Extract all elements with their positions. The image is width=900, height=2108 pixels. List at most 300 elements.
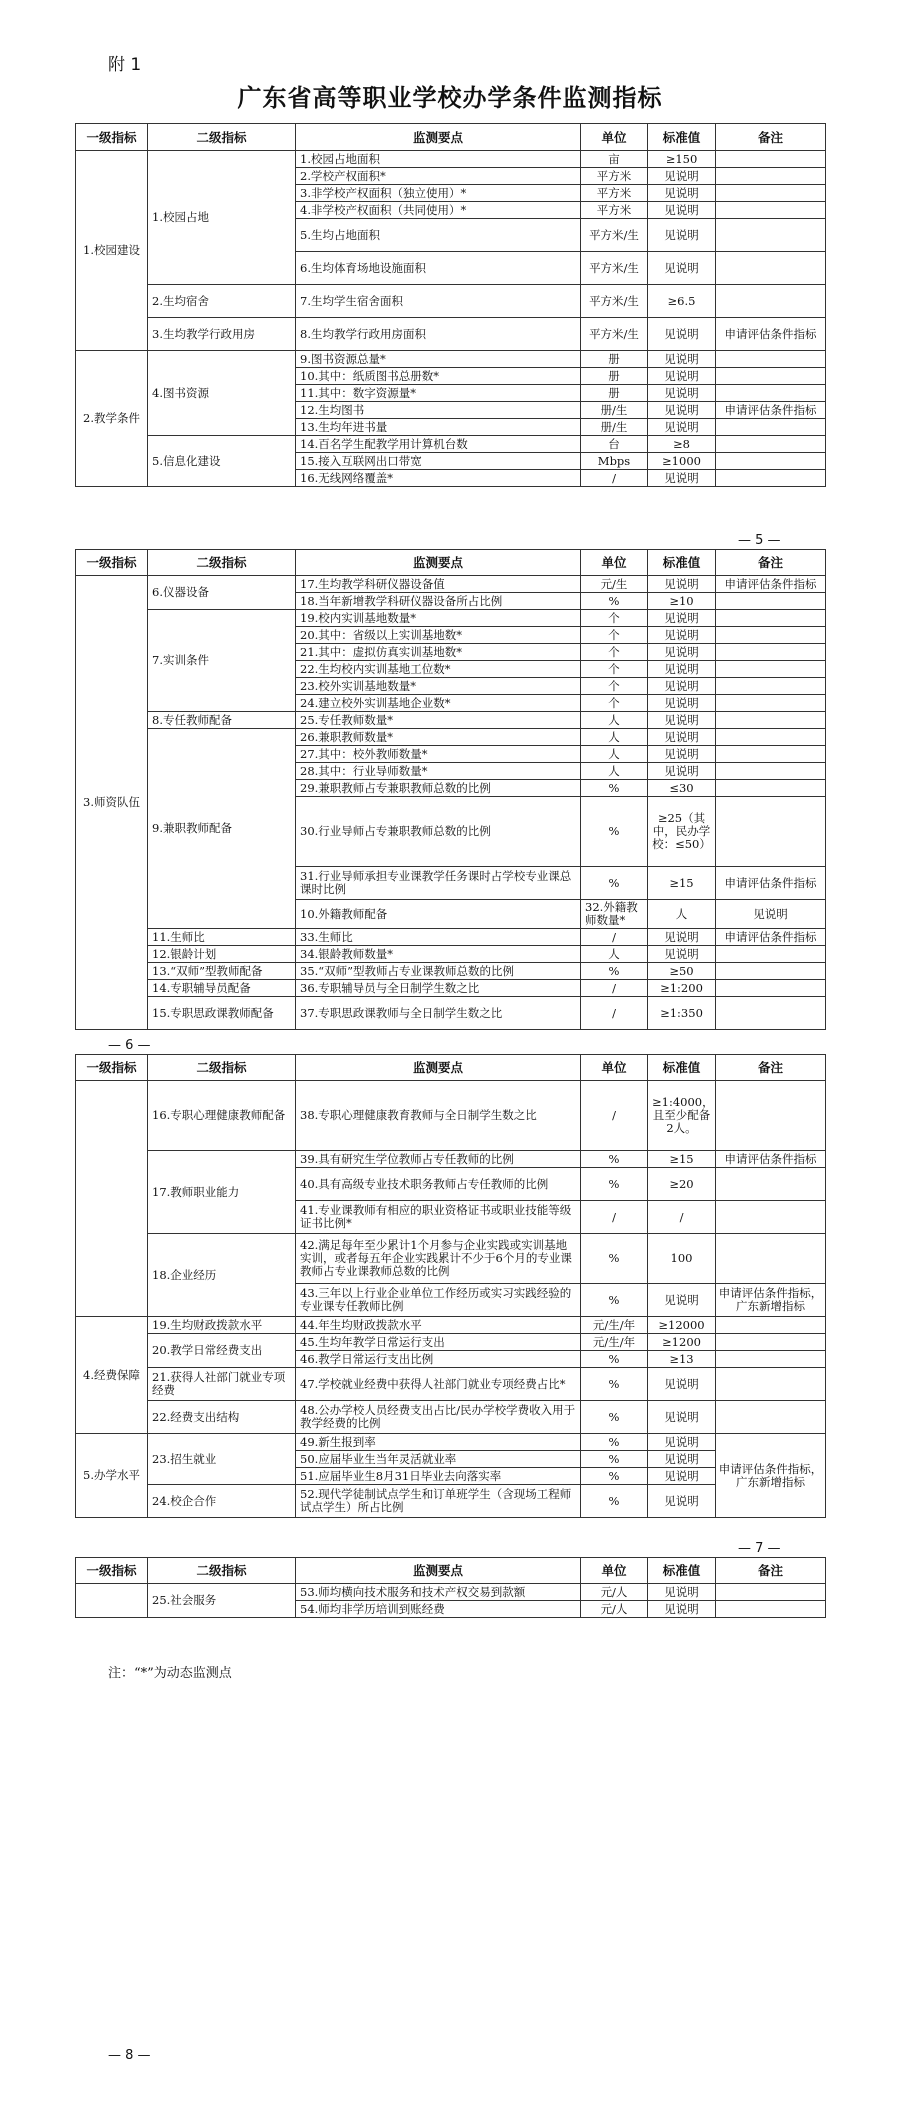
remark-cell [716, 746, 826, 763]
level1-cell [76, 1081, 148, 1317]
footnote: 注：“*”为动态监测点 [108, 1666, 232, 1681]
point-cell: 17.生均教学科研仪器设备值 [296, 576, 581, 593]
header-level1: 一级指标 [76, 124, 148, 151]
remark-cell [716, 1334, 826, 1351]
remark-cell: 申请评估条件指标 [716, 867, 826, 900]
unit-cell: % [581, 780, 648, 797]
level2-cell: 24.校企合作 [148, 1485, 296, 1518]
unit-cell: 人 [581, 946, 648, 963]
header-level2: 二级指标 [148, 1055, 296, 1081]
point-cell: 36.专职辅导员与全日制学生数之比 [296, 980, 581, 997]
point-cell: 38.专职心理健康教育教师与全日制学生数之比 [296, 1081, 581, 1151]
unit-cell: 人 [581, 746, 648, 763]
standard-cell: 见说明 [648, 610, 716, 627]
header-remark: 备注 [716, 124, 826, 151]
standard-cell: 见说明 [648, 695, 716, 712]
standard-cell: 见说明 [716, 900, 826, 929]
unit-cell: % [581, 1468, 648, 1485]
unit-cell: % [581, 593, 648, 610]
point-cell: 11.其中：数字资源量* [296, 385, 581, 402]
unit-cell: 个 [581, 627, 648, 644]
header-remark: 备注 [716, 550, 826, 576]
unit-cell: % [581, 1451, 648, 1468]
table-row [76, 610, 826, 627]
standard-cell: 见说明 [648, 168, 716, 185]
point-cell: 6.生均体育场地设施面积 [296, 252, 581, 285]
point-cell: 24.建立校外实训基地企业数* [296, 695, 581, 712]
remark-cell: 申请评估条件指标 [716, 318, 826, 351]
level2-cell: 18.企业经历 [148, 1234, 296, 1317]
indicator-table-part4 [75, 1557, 826, 1618]
unit-cell: 平方米 [581, 185, 648, 202]
standard-cell: ≥6.5 [648, 285, 716, 318]
header-unit: 单位 [581, 1055, 648, 1081]
standard-cell: 见说明 [648, 402, 716, 419]
level1-cell: 1.校园建设 [76, 151, 148, 351]
unit-cell: 人 [581, 729, 648, 746]
point-cell: 40.具有高级专业技术职务教师占专任教师的比例 [296, 1168, 581, 1201]
table-row [76, 729, 826, 746]
point-cell: 43.三年以上行业企业单位工作经历或实习实践经验的专业课专任教师比例 [296, 1284, 581, 1317]
remark-cell [716, 385, 826, 402]
standard-cell: ≥50 [648, 963, 716, 980]
remark-cell [716, 661, 826, 678]
remark-cell [716, 729, 826, 746]
standard-cell: 见说明 [648, 746, 716, 763]
point-cell: 4.非学校产权面积（共同使用）* [296, 202, 581, 219]
standard-cell: ≥1:200 [648, 980, 716, 997]
level1-cell: 4.经费保障 [76, 1317, 148, 1434]
standard-cell: 见说明 [648, 712, 716, 729]
unit-cell: 平方米/生 [581, 252, 648, 285]
level2-cell: 2.生均宿舍 [148, 285, 296, 318]
point-cell: 41.专业课教师有相应的职业资格证书或职业技能等级证书比例* [296, 1201, 581, 1234]
standard-cell: 见说明 [648, 385, 716, 402]
point-cell: 15.接入互联网出口带宽 [296, 453, 581, 470]
unit-cell: % [581, 1485, 648, 1518]
header-level1: 一级指标 [76, 1055, 148, 1081]
point-cell: 39.具有研究生学位教师占专任教师的比例 [296, 1151, 581, 1168]
point-cell: 9.图书资源总量* [296, 351, 581, 368]
standard-cell: 见说明 [648, 763, 716, 780]
table-row [76, 712, 826, 729]
standard-cell: 见说明 [648, 1401, 716, 1434]
remark-cell [716, 997, 826, 1030]
table-header-row [76, 1558, 826, 1584]
standard-cell: ≥1:350 [648, 997, 716, 1030]
unit-cell: / [581, 470, 648, 487]
point-cell: 5.生均占地面积 [296, 219, 581, 252]
unit-cell: 个 [581, 678, 648, 695]
table-row [76, 997, 826, 1030]
remark-cell [716, 436, 826, 453]
standard-cell: ≥1200 [648, 1334, 716, 1351]
table-header-row [76, 550, 826, 576]
remark-cell [716, 780, 826, 797]
remark-cell [716, 419, 826, 436]
page-number-8: — 8 — [108, 2048, 151, 2063]
remark-cell: 申请评估条件指标 [716, 402, 826, 419]
level2-cell: 15.专职思政课教师配备 [148, 997, 296, 1030]
unit-cell: 元/人 [581, 1601, 648, 1618]
point-cell: 42.满足每年至少累计1个月参与企业实践或实训基地实训，或者每五年企业实践累计不少于6个月的专业课教师占专业课教师总数的比例 [296, 1234, 581, 1284]
remark-cell [716, 1234, 826, 1284]
table-row [76, 929, 826, 946]
standard-cell: 见说明 [648, 351, 716, 368]
point-cell: 22.生均校内实训基地工位数* [296, 661, 581, 678]
level2-cell: 4.图书资源 [148, 351, 296, 436]
standard-cell: ≥1000 [648, 453, 716, 470]
standard-cell: 见说明 [648, 368, 716, 385]
header-level2: 二级指标 [148, 124, 296, 151]
remark-cell [716, 763, 826, 780]
standard-cell: 见说明 [648, 678, 716, 695]
remark-cell [716, 1317, 826, 1334]
level2-cell: 21.获得人社部门就业专项经费 [148, 1368, 296, 1401]
standard-cell: ≥12000 [648, 1317, 716, 1334]
unit-cell: % [581, 1151, 648, 1168]
table-row [76, 576, 826, 593]
point-cell: 13.生均年进书量 [296, 419, 581, 436]
point-cell: 29.兼职教师占专兼职教师总数的比例 [296, 780, 581, 797]
table-row [76, 285, 826, 318]
indicator-table-part3 [75, 1054, 826, 1518]
point-cell: 8.生均教学行政用房面积 [296, 318, 581, 351]
remark-cell [716, 453, 826, 470]
indicator-table-part1 [75, 123, 826, 487]
table-row [76, 1584, 826, 1601]
remark-cell: 申请评估条件指标 [716, 576, 826, 593]
unit-cell: % [581, 1401, 648, 1434]
unit-cell: 平方米/生 [581, 219, 648, 252]
table-row [76, 318, 826, 351]
annex-label: 附 1 [108, 55, 142, 75]
level2-cell: 7.实训条件 [148, 610, 296, 712]
point-cell: 21.其中：虚拟仿真实训基地数* [296, 644, 581, 661]
unit-cell: 元/生/年 [581, 1317, 648, 1334]
level2-cell: 22.经费支出结构 [148, 1401, 296, 1434]
standard-cell: ≥15 [648, 1151, 716, 1168]
header-points: 监测要点 [296, 124, 581, 151]
level2-cell: 11.生师比 [148, 929, 296, 946]
remark-cell [716, 470, 826, 487]
point-cell: 49.新生报到率 [296, 1434, 581, 1451]
table-row [76, 1081, 826, 1151]
standard-cell: 见说明 [648, 1601, 716, 1618]
document-title: 广东省高等职业学校办学条件监测指标 [237, 84, 663, 112]
unit-cell: % [581, 797, 648, 867]
remark-cell [716, 1401, 826, 1434]
point-cell: 16.无线网络覆盖* [296, 470, 581, 487]
level2-cell: 1.校园占地 [148, 151, 296, 285]
standard-cell: 见说明 [648, 1584, 716, 1601]
header-standard: 标准值 [648, 1055, 716, 1081]
remark-cell [716, 946, 826, 963]
point-cell: 12.生均图书 [296, 402, 581, 419]
level2-cell: 14.专职辅导员配备 [148, 980, 296, 997]
header-level2: 二级指标 [148, 1558, 296, 1584]
unit-cell: / [581, 997, 648, 1030]
unit-cell: % [581, 1234, 648, 1284]
point-cell: 27.其中：校外教师数量* [296, 746, 581, 763]
point-cell: 50.应届毕业生当年灵活就业率 [296, 1451, 581, 1468]
table-row [76, 1151, 826, 1168]
remark-cell: 申请评估条件指标 [716, 1151, 826, 1168]
unit-cell: 册/生 [581, 402, 648, 419]
table-row [76, 351, 826, 368]
point-cell: 35.“双师”型教师占专业课教师总数的比例 [296, 963, 581, 980]
table-row [76, 1485, 826, 1518]
table-row [76, 1434, 826, 1451]
point-cell: 37.专职思政课教师与全日制学生数之比 [296, 997, 581, 1030]
point-cell: 7.生均学生宿舍面积 [296, 285, 581, 318]
table-row [76, 1401, 826, 1434]
unit-cell: 册 [581, 385, 648, 402]
point-cell: 3.非学校产权面积（独立使用）* [296, 185, 581, 202]
table-row [76, 151, 826, 168]
standard-cell: 见说明 [648, 1451, 716, 1468]
point-cell: 14.百名学生配教学用计算机台数 [296, 436, 581, 453]
header-level1: 一级指标 [76, 550, 148, 576]
standard-cell: 见说明 [648, 1368, 716, 1401]
level2-cell: 16.专职心理健康教师配备 [148, 1081, 296, 1151]
point-cell: 51.应届毕业生8月31日毕业去向落实率 [296, 1468, 581, 1485]
remark-cell [716, 285, 826, 318]
level2-cell: 25.社会服务 [148, 1584, 296, 1618]
standard-cell: 见说明 [648, 929, 716, 946]
unit-cell: % [581, 1434, 648, 1451]
unit-cell: % [581, 1284, 648, 1317]
header-level2: 二级指标 [148, 550, 296, 576]
level2-cell: 17.教师职业能力 [148, 1151, 296, 1234]
standard-cell: 见说明 [648, 202, 716, 219]
remark-cell [716, 151, 826, 168]
header-unit: 单位 [581, 550, 648, 576]
point-cell: 31.行业导师承担专业课教学任务课时占学校专业课总课时比例 [296, 867, 581, 900]
remark-cell [716, 1168, 826, 1201]
remark-cell [716, 185, 826, 202]
point-cell: 19.校内实训基地数量* [296, 610, 581, 627]
remark-cell [716, 1368, 826, 1401]
level1-cell [76, 1584, 148, 1618]
header-standard: 标准值 [648, 1558, 716, 1584]
unit-cell: 册/生 [581, 419, 648, 436]
standard-cell: 100 [648, 1234, 716, 1284]
level2-cell: 6.仪器设备 [148, 576, 296, 610]
level2-cell: 9.兼职教师配备 [148, 729, 296, 929]
remark-cell [716, 219, 826, 252]
point-cell: 47.学校就业经费中获得人社部门就业专项经费占比* [296, 1368, 581, 1401]
unit-cell: 平方米/生 [581, 318, 648, 351]
point-cell: 53.师均横向技术服务和技术产权交易到款额 [296, 1584, 581, 1601]
unit-cell: % [581, 1368, 648, 1401]
standard-cell: 见说明 [648, 1485, 716, 1518]
remark-cell [716, 610, 826, 627]
standard-cell: 见说明 [648, 644, 716, 661]
remark-cell [716, 1201, 826, 1234]
standard-cell: 见说明 [648, 1468, 716, 1485]
standard-cell: 见说明 [648, 219, 716, 252]
standard-cell: 见说明 [648, 1284, 716, 1317]
level2-cell: 13.“双师”型教师配备 [148, 963, 296, 980]
unit-cell: 平方米/生 [581, 285, 648, 318]
unit-cell: / [581, 980, 648, 997]
remark-cell [716, 712, 826, 729]
standard-cell: 见说明 [648, 419, 716, 436]
page-number-6: — 6 — [108, 1038, 151, 1053]
standard-cell: 见说明 [648, 946, 716, 963]
standard-cell: 见说明 [648, 627, 716, 644]
unit-cell: 人 [648, 900, 716, 929]
standard-cell: 见说明 [648, 1434, 716, 1451]
point-cell: 1.校园占地面积 [296, 151, 581, 168]
unit-cell: % [581, 1351, 648, 1368]
unit-cell: 人 [581, 763, 648, 780]
standard-cell: 见说明 [648, 661, 716, 678]
level2-cell: 23.招生就业 [148, 1434, 296, 1485]
indicator-table-part2 [75, 549, 826, 1030]
standard-cell: 见说明 [648, 576, 716, 593]
point-cell: 52.现代学徒制试点学生和订单班学生（含现场工程师试点学生）所占比例 [296, 1485, 581, 1518]
remark-cell [716, 644, 826, 661]
level2-cell: 8.专任教师配备 [148, 712, 296, 729]
unit-cell: % [581, 867, 648, 900]
page-number-7: — 7 — [738, 1541, 781, 1556]
standard-cell: ≥15 [648, 867, 716, 900]
point-cell: 45.生均年教学日常运行支出 [296, 1334, 581, 1351]
remark-cell [716, 593, 826, 610]
table-row [76, 980, 826, 997]
point-cell: 30.行业导师占专兼职教师总数的比例 [296, 797, 581, 867]
standard-cell: 见说明 [648, 729, 716, 746]
point-cell: 34.银龄教师数量* [296, 946, 581, 963]
unit-cell: / [581, 929, 648, 946]
table-row [76, 1234, 826, 1284]
unit-cell: / [581, 1081, 648, 1151]
standard-cell: 见说明 [648, 318, 716, 351]
header-standard: 标准值 [648, 550, 716, 576]
level2-cell: 12.银龄计划 [148, 946, 296, 963]
remark-cell [716, 1584, 826, 1601]
remark-cell [716, 627, 826, 644]
point-cell: 18.当年新增教学科研仪器设备所占比例 [296, 593, 581, 610]
table-header-row [76, 124, 826, 151]
unit-cell: 平方米 [581, 168, 648, 185]
standard-cell: 见说明 [648, 252, 716, 285]
unit-cell: 台 [581, 436, 648, 453]
level2-cell: 20.教学日常经费支出 [148, 1334, 296, 1368]
standard-cell: ≥25（其中，民办学校：≤50） [648, 797, 716, 867]
point-cell: 32.外籍教师数量* [581, 900, 648, 929]
table-row [76, 946, 826, 963]
standard-cell: 见说明 [648, 470, 716, 487]
unit-cell: % [581, 1168, 648, 1201]
standard-cell: 见说明 [648, 185, 716, 202]
point-cell: 28.其中：行业导师数量* [296, 763, 581, 780]
remark-cell [716, 963, 826, 980]
unit-cell: 平方米 [581, 202, 648, 219]
point-cell: 26.兼职教师数量* [296, 729, 581, 746]
level2-cell: 3.生均教学行政用房 [148, 318, 296, 351]
level2-cell: 10.外籍教师配备 [296, 900, 581, 929]
unit-cell: 个 [581, 661, 648, 678]
point-cell: 33.生师比 [296, 929, 581, 946]
level2-cell: 19.生均财政拨款水平 [148, 1317, 296, 1334]
unit-cell: 亩 [581, 151, 648, 168]
table-row [76, 436, 826, 453]
header-remark: 备注 [716, 1558, 826, 1584]
remark-cell [716, 980, 826, 997]
standard-cell: ≥8 [648, 436, 716, 453]
header-points: 监测要点 [296, 1055, 581, 1081]
unit-cell: 个 [581, 610, 648, 627]
standard-cell: ≤30 [648, 780, 716, 797]
remark-cell: 申请评估条件指标 [716, 929, 826, 946]
header-remark: 备注 [716, 1055, 826, 1081]
remark-cell [716, 168, 826, 185]
point-cell: 46.教学日常运行支出比例 [296, 1351, 581, 1368]
standard-cell: ≥1:4000，且至少配备2人。 [648, 1081, 716, 1151]
table-row [76, 963, 826, 980]
point-cell: 10.其中：纸质图书总册数* [296, 368, 581, 385]
header-level1: 一级指标 [76, 1558, 148, 1584]
header-points: 监测要点 [296, 550, 581, 576]
remark-cell: 申请评估条件指标，广东新增指标 [716, 1284, 826, 1317]
level2-cell: 5.信息化建设 [148, 436, 296, 487]
remark-cell [716, 202, 826, 219]
level1-cell: 5.办学水平 [76, 1434, 148, 1518]
point-cell: 44.年生均财政拨款水平 [296, 1317, 581, 1334]
remark-cell [716, 797, 826, 867]
unit-cell: 人 [581, 712, 648, 729]
page-number-5: — 5 — [738, 533, 781, 548]
remark-cell [716, 1601, 826, 1618]
point-cell: 20.其中：省级以上实训基地数* [296, 627, 581, 644]
header-points: 监测要点 [296, 1558, 581, 1584]
point-cell: 48.公办学校人员经费支出占比/民办学校学费收入用于教学经费的比例 [296, 1401, 581, 1434]
remark-cell [716, 678, 826, 695]
standard-cell: ≥13 [648, 1351, 716, 1368]
standard-cell: ≥150 [648, 151, 716, 168]
unit-cell: 个 [581, 695, 648, 712]
remark-cell [716, 695, 826, 712]
table-row [76, 1334, 826, 1351]
point-cell: 54.师均非学历培训到账经费 [296, 1601, 581, 1618]
remark-cell-merged: 申请评估条件指标，广东新增指标 [716, 1434, 826, 1518]
remark-cell [716, 368, 826, 385]
remark-cell [716, 1351, 826, 1368]
unit-cell: % [581, 963, 648, 980]
unit-cell: 个 [581, 644, 648, 661]
point-cell: 2.学校产权面积* [296, 168, 581, 185]
table-header-row [76, 1055, 826, 1081]
remark-cell [716, 1081, 826, 1151]
unit-cell: 元/生 [581, 576, 648, 593]
standard-cell: / [648, 1201, 716, 1234]
remark-cell [716, 252, 826, 285]
header-standard: 标准值 [648, 124, 716, 151]
unit-cell: 册 [581, 351, 648, 368]
header-unit: 单位 [581, 1558, 648, 1584]
level1-cell: 3.师资队伍 [76, 576, 148, 1030]
remark-cell [716, 351, 826, 368]
point-cell: 23.校外实训基地数量* [296, 678, 581, 695]
standard-cell: ≥20 [648, 1168, 716, 1201]
header-unit: 单位 [581, 124, 648, 151]
table-row [76, 1368, 826, 1401]
unit-cell: 册 [581, 368, 648, 385]
table-row [76, 1317, 826, 1334]
